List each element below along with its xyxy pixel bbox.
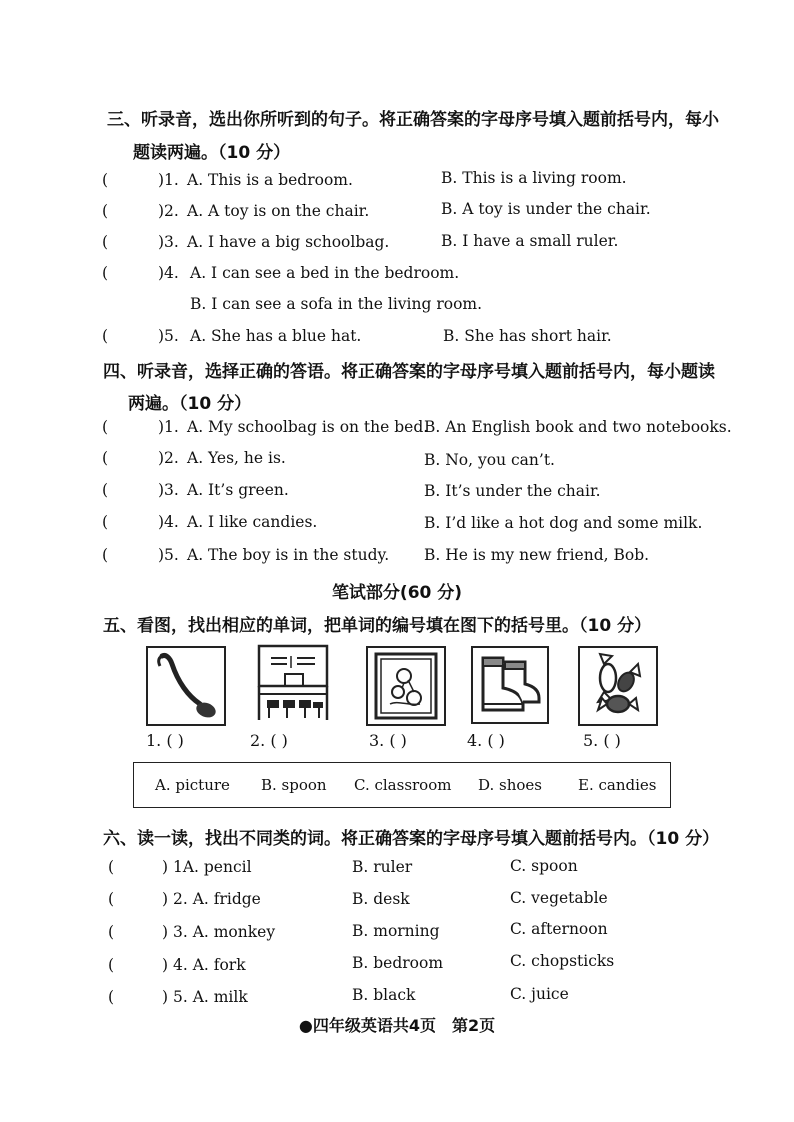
option-b: B. desk (352, 890, 410, 908)
question-number: )1. (158, 171, 179, 189)
option-b: B. No, you can’t. (424, 451, 555, 469)
section3-title-cont: 题读两遍。（10 分） (133, 143, 291, 163)
option-b: B. He is my new friend, Bob. (424, 546, 650, 564)
option-c: C. chopsticks (510, 952, 615, 970)
option-a: A. I like candies. (187, 513, 318, 531)
option-c: C. spoon (510, 857, 578, 875)
option-a: ) 4. A. fork (162, 956, 246, 974)
answer-paren[interactable]: ( (102, 264, 109, 282)
picture-frame-picture (366, 646, 446, 726)
option-b: B. black (352, 986, 416, 1004)
question-number: )5. (158, 546, 179, 564)
section4-title-cont: 两遍。（10 分） (128, 394, 252, 414)
answer-paren[interactable]: ( (102, 418, 109, 436)
written-part-heading: 笔试部分(60 分) (331, 583, 463, 603)
question-number: )5. (158, 327, 179, 345)
picture-label-3[interactable]: 3. ( ) (369, 731, 407, 750)
option-b: B. This is a living room. (441, 169, 627, 187)
option-b: B. She has short hair. (443, 327, 612, 345)
answer-paren[interactable]: ( (102, 513, 109, 531)
question-number: )3. (158, 481, 179, 499)
answer-paren[interactable]: ( (102, 449, 109, 467)
option-a: A. It’s green. (187, 481, 289, 499)
answer-paren[interactable]: ( (102, 202, 109, 220)
answer-paren[interactable]: ( (108, 988, 115, 1006)
question-number: )4. (158, 264, 179, 282)
option-b: B. I’d like a hot dog and some milk. (424, 514, 703, 532)
question-number: )2. (158, 202, 179, 220)
option-a: ) 3. A. monkey (162, 923, 276, 941)
answer-paren[interactable]: ( (108, 923, 115, 941)
section5-title: 五、看图，找出相应的单词，把单词的编号填在图下的括号里。（10 分） (103, 616, 652, 636)
answer-paren[interactable]: ( (102, 327, 109, 345)
option-a: A. My schoolbag is on the bed. (187, 418, 429, 436)
section3-title: 三、听录音，选出你所听到的句子。将正确答案的字母序号填入题前括号内，每小 (107, 110, 719, 130)
option-b: B. bedroom (352, 954, 444, 972)
option-a: A. Yes, he is. (187, 449, 286, 467)
option-b: B. I have a small ruler. (441, 232, 619, 250)
shoes-picture (471, 646, 549, 724)
option-a: A. The boy is in the study. (187, 546, 390, 564)
picture-label-4[interactable]: 4. ( ) (467, 731, 505, 750)
question-number: )3. (158, 233, 179, 251)
question-number: )1. (158, 418, 179, 436)
option-b: B. A toy is under the chair. (441, 200, 651, 218)
option-a: A. I can see a bed in the bedroom. (190, 264, 460, 282)
section4-title: 四、听录音，选择正确的答语。将正确答案的字母序号填入题前括号内，每小题读 (103, 362, 715, 382)
question-number: )4. (158, 513, 179, 531)
option-a: A. This is a bedroom. (187, 171, 353, 189)
answer-paren[interactable]: ( (102, 546, 109, 564)
answer-paren[interactable]: ( (108, 956, 115, 974)
option-b: B. ruler (352, 858, 413, 876)
option-c: C. afternoon (510, 920, 608, 938)
option-b: B. An English book and two notebooks. (424, 418, 732, 436)
answer-paren[interactable]: ( (102, 233, 109, 251)
answer-paren[interactable]: ( (102, 481, 109, 499)
picture-label-1[interactable]: 1. ( ) (146, 731, 184, 750)
option-a: A. She has a blue hat. (190, 327, 362, 345)
word-option-b: B. spoon (261, 776, 327, 794)
picture-label-2[interactable]: 2. ( ) (250, 731, 288, 750)
option-b: B. I can see a sofa in the living room. (190, 295, 483, 313)
word-option-e: E. candies (578, 776, 657, 794)
option-a: A. A toy is on the chair. (187, 202, 370, 220)
option-a: ) 5. A. milk (162, 988, 248, 1006)
candies-picture (578, 646, 658, 726)
option-b: B. morning (352, 922, 440, 940)
picture-label-5[interactable]: 5. ( ) (583, 731, 621, 750)
word-option-a: A. picture (155, 776, 230, 794)
option-a: ) 2. A. fridge (162, 890, 261, 908)
answer-paren[interactable]: ( (102, 171, 109, 189)
word-option-c: C. classroom (354, 776, 452, 794)
option-c: C. juice (510, 985, 569, 1003)
option-c: C. vegetable (510, 889, 608, 907)
section6-title: 六、读一读，找出不同类的词。将正确答案的字母序号填入题前括号内。（10 分） (103, 829, 720, 849)
answer-paren[interactable]: ( (108, 858, 115, 876)
option-a: A. I have a big schoolbag. (187, 233, 390, 251)
classroom-picture (257, 644, 329, 722)
question-number: )2. (158, 449, 179, 467)
option-b: B. It’s under the chair. (424, 482, 601, 500)
word-option-d: D. shoes (478, 776, 542, 794)
spoon-picture (146, 646, 226, 726)
page-footer: ●四年级英语共4页 第2页 (298, 1016, 496, 1035)
answer-paren[interactable]: ( (108, 890, 115, 908)
option-a: ) 1A. pencil (162, 858, 252, 876)
